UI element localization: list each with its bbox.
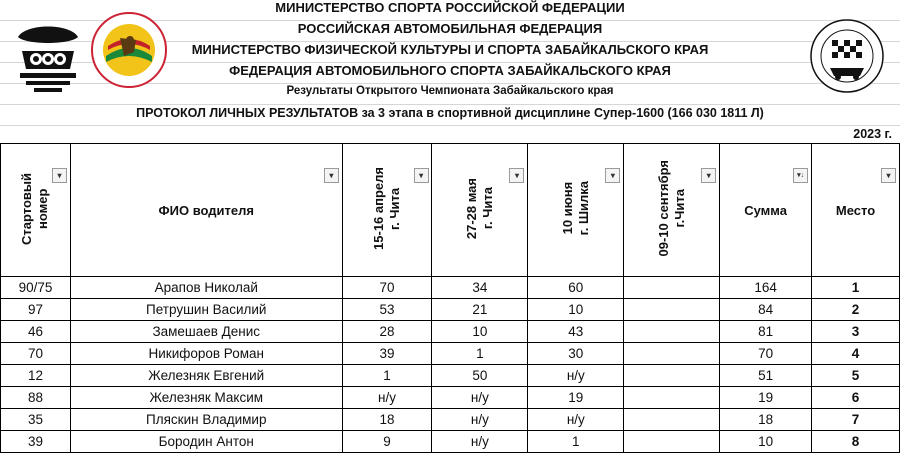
cell-stage-4 xyxy=(624,321,720,343)
cell-start-number: 70 xyxy=(1,343,71,365)
cell-stage-2: 21 xyxy=(432,299,528,321)
col-label: Сумма xyxy=(744,202,787,218)
cell-stage-3: 60 xyxy=(528,277,624,299)
cell-stage-4 xyxy=(624,277,720,299)
cell-place: 2 xyxy=(812,299,900,321)
cell-stage-1: 28 xyxy=(342,321,432,343)
table-row xyxy=(1,365,900,387)
cell-stage-3: 1 xyxy=(528,431,624,453)
sheet-gridline xyxy=(0,125,900,126)
cell-stage-4 xyxy=(624,387,720,409)
cell-stage-1: 39 xyxy=(342,343,432,365)
col-label: 09-10 сентября г.Чита xyxy=(655,160,687,257)
cell-stage-2: н/у xyxy=(432,431,528,453)
results-table xyxy=(0,143,900,453)
cell-stage-3: 10 xyxy=(528,299,624,321)
table-row xyxy=(1,277,900,299)
col-label: ФИО водителя xyxy=(158,202,254,218)
table-row xyxy=(1,321,900,343)
filter-dropdown-icon[interactable]: ▾ xyxy=(605,168,620,183)
col-stage-4 xyxy=(624,144,720,277)
cell-driver-name: Петрушин Василий xyxy=(70,299,342,321)
cell-stage-3: н/у xyxy=(528,409,624,431)
protocol-title: ПРОТОКОЛ ЛИЧНЫХ РЕЗУЛЬТАТОВ за 3 этапа в спортивной дисциплине Супер-1600 (166 030 1811 Л) xyxy=(136,106,764,120)
table-row xyxy=(1,431,900,453)
cell-stage-1: 1 xyxy=(342,365,432,387)
cell-place: 5 xyxy=(812,365,900,387)
cell-driver-name: Железняк Евгений xyxy=(70,365,342,387)
cell-sum: 81 xyxy=(720,321,812,343)
cell-stage-3: н/у xyxy=(528,365,624,387)
cell-start-number: 90/75 xyxy=(1,277,71,299)
cell-start-number: 97 xyxy=(1,299,71,321)
cell-stage-3: 43 xyxy=(528,321,624,343)
cell-stage-4 xyxy=(624,409,720,431)
cell-stage-4 xyxy=(624,343,720,365)
col-label: 15-16 апреля г. Чита xyxy=(371,167,403,250)
year-label: 2023 г. xyxy=(853,127,892,141)
col-start-number xyxy=(1,144,71,277)
col-place xyxy=(812,144,900,277)
cell-start-number: 35 xyxy=(1,409,71,431)
cell-stage-4 xyxy=(624,299,720,321)
cell-stage-3: 30 xyxy=(528,343,624,365)
col-label: Место xyxy=(835,202,876,218)
cell-place: 4 xyxy=(812,343,900,365)
cell-place: 3 xyxy=(812,321,900,343)
cell-driver-name: Никифоров Роман xyxy=(70,343,342,365)
cell-stage-2: н/у xyxy=(432,387,528,409)
col-label: 27-28 мая г. Чита xyxy=(463,177,495,240)
cell-stage-1: 9 xyxy=(342,431,432,453)
col-stage-1 xyxy=(342,144,432,277)
cell-place: 7 xyxy=(812,409,900,431)
cell-stage-2: н/у xyxy=(432,409,528,431)
cell-driver-name: Пляскин Владимир xyxy=(70,409,342,431)
sheet-gridline xyxy=(0,104,900,105)
cell-stage-1: 53 xyxy=(342,299,432,321)
filter-dropdown-icon[interactable]: ▾ xyxy=(414,168,429,183)
table-row xyxy=(1,343,900,365)
cell-stage-4 xyxy=(624,365,720,387)
cell-place: 6 xyxy=(812,387,900,409)
cell-stage-2: 34 xyxy=(432,277,528,299)
cell-stage-2: 1 xyxy=(432,343,528,365)
cell-sum: 51 xyxy=(720,365,812,387)
cell-stage-1: 18 xyxy=(342,409,432,431)
cell-place: 8 xyxy=(812,431,900,453)
cell-place: 1 xyxy=(812,277,900,299)
cell-start-number: 12 xyxy=(1,365,71,387)
header-line-regional-ministry: МИНИСТЕРСТВО ФИЗИЧЕСКОЙ КУЛЬТУРЫ И СПОРТА ЗАБАЙКАЛЬСКОГО КРАЯ xyxy=(191,42,709,57)
col-stage-3 xyxy=(528,144,624,277)
header-line-federation: ФЕДЕРАЦИЯ АВТОМОБИЛЬНОГО СПОРТА ЗАБАЙКАЛЬСКОГО КРАЯ xyxy=(229,63,671,78)
cell-driver-name: Железняк Максим xyxy=(70,387,342,409)
col-driver-name xyxy=(70,144,342,277)
cell-driver-name: Арапов Николай xyxy=(70,277,342,299)
cell-sum: 70 xyxy=(720,343,812,365)
col-label: Стартовый номер xyxy=(19,172,51,245)
cell-sum: 10 xyxy=(720,431,812,453)
cell-sum: 18 xyxy=(720,409,812,431)
filter-dropdown-icon[interactable]: ▾ xyxy=(881,168,896,183)
cell-sum: 19 xyxy=(720,387,812,409)
filter-dropdown-icon[interactable]: ▾ xyxy=(324,168,339,183)
table-row xyxy=(1,387,900,409)
cell-stage-1: 70 xyxy=(342,277,432,299)
cell-stage-2: 50 xyxy=(432,365,528,387)
col-sum xyxy=(720,144,812,277)
filter-dropdown-icon[interactable]: ▾ xyxy=(509,168,524,183)
header-subtitle: Результаты Открытого Чемпионата Забайкальского края xyxy=(286,85,614,97)
filter-dropdown-icon[interactable]: ▾ xyxy=(701,168,716,183)
header-line-raf: РОССИЙСКАЯ АВТОМОБИЛЬНАЯ ФЕДЕРАЦИЯ xyxy=(297,21,603,36)
cell-start-number: 46 xyxy=(1,321,71,343)
cell-sum: 84 xyxy=(720,299,812,321)
cell-stage-3: 19 xyxy=(528,387,624,409)
cell-driver-name: Замешаев Денис xyxy=(70,321,342,343)
table-header-row xyxy=(1,144,900,277)
table-row xyxy=(1,299,900,321)
header-line-ministry-sport: МИНИСТЕРСТВО СПОРТА РОССИЙСКОЙ ФЕДЕРАЦИИ xyxy=(275,0,625,15)
cell-start-number: 88 xyxy=(1,387,71,409)
cell-stage-2: 10 xyxy=(432,321,528,343)
cell-start-number: 39 xyxy=(1,431,71,453)
cell-stage-1: н/у xyxy=(342,387,432,409)
sort-filter-dropdown-icon[interactable]: ▾↓ xyxy=(793,168,808,183)
table-row xyxy=(1,409,900,431)
cell-stage-4 xyxy=(624,431,720,453)
col-stage-2 xyxy=(432,144,528,277)
cell-driver-name: Бородин Антон xyxy=(70,431,342,453)
cell-sum: 164 xyxy=(720,277,812,299)
filter-dropdown-icon[interactable]: ▾ xyxy=(52,168,67,183)
col-label: 10 июня г. Шилка xyxy=(559,181,591,236)
